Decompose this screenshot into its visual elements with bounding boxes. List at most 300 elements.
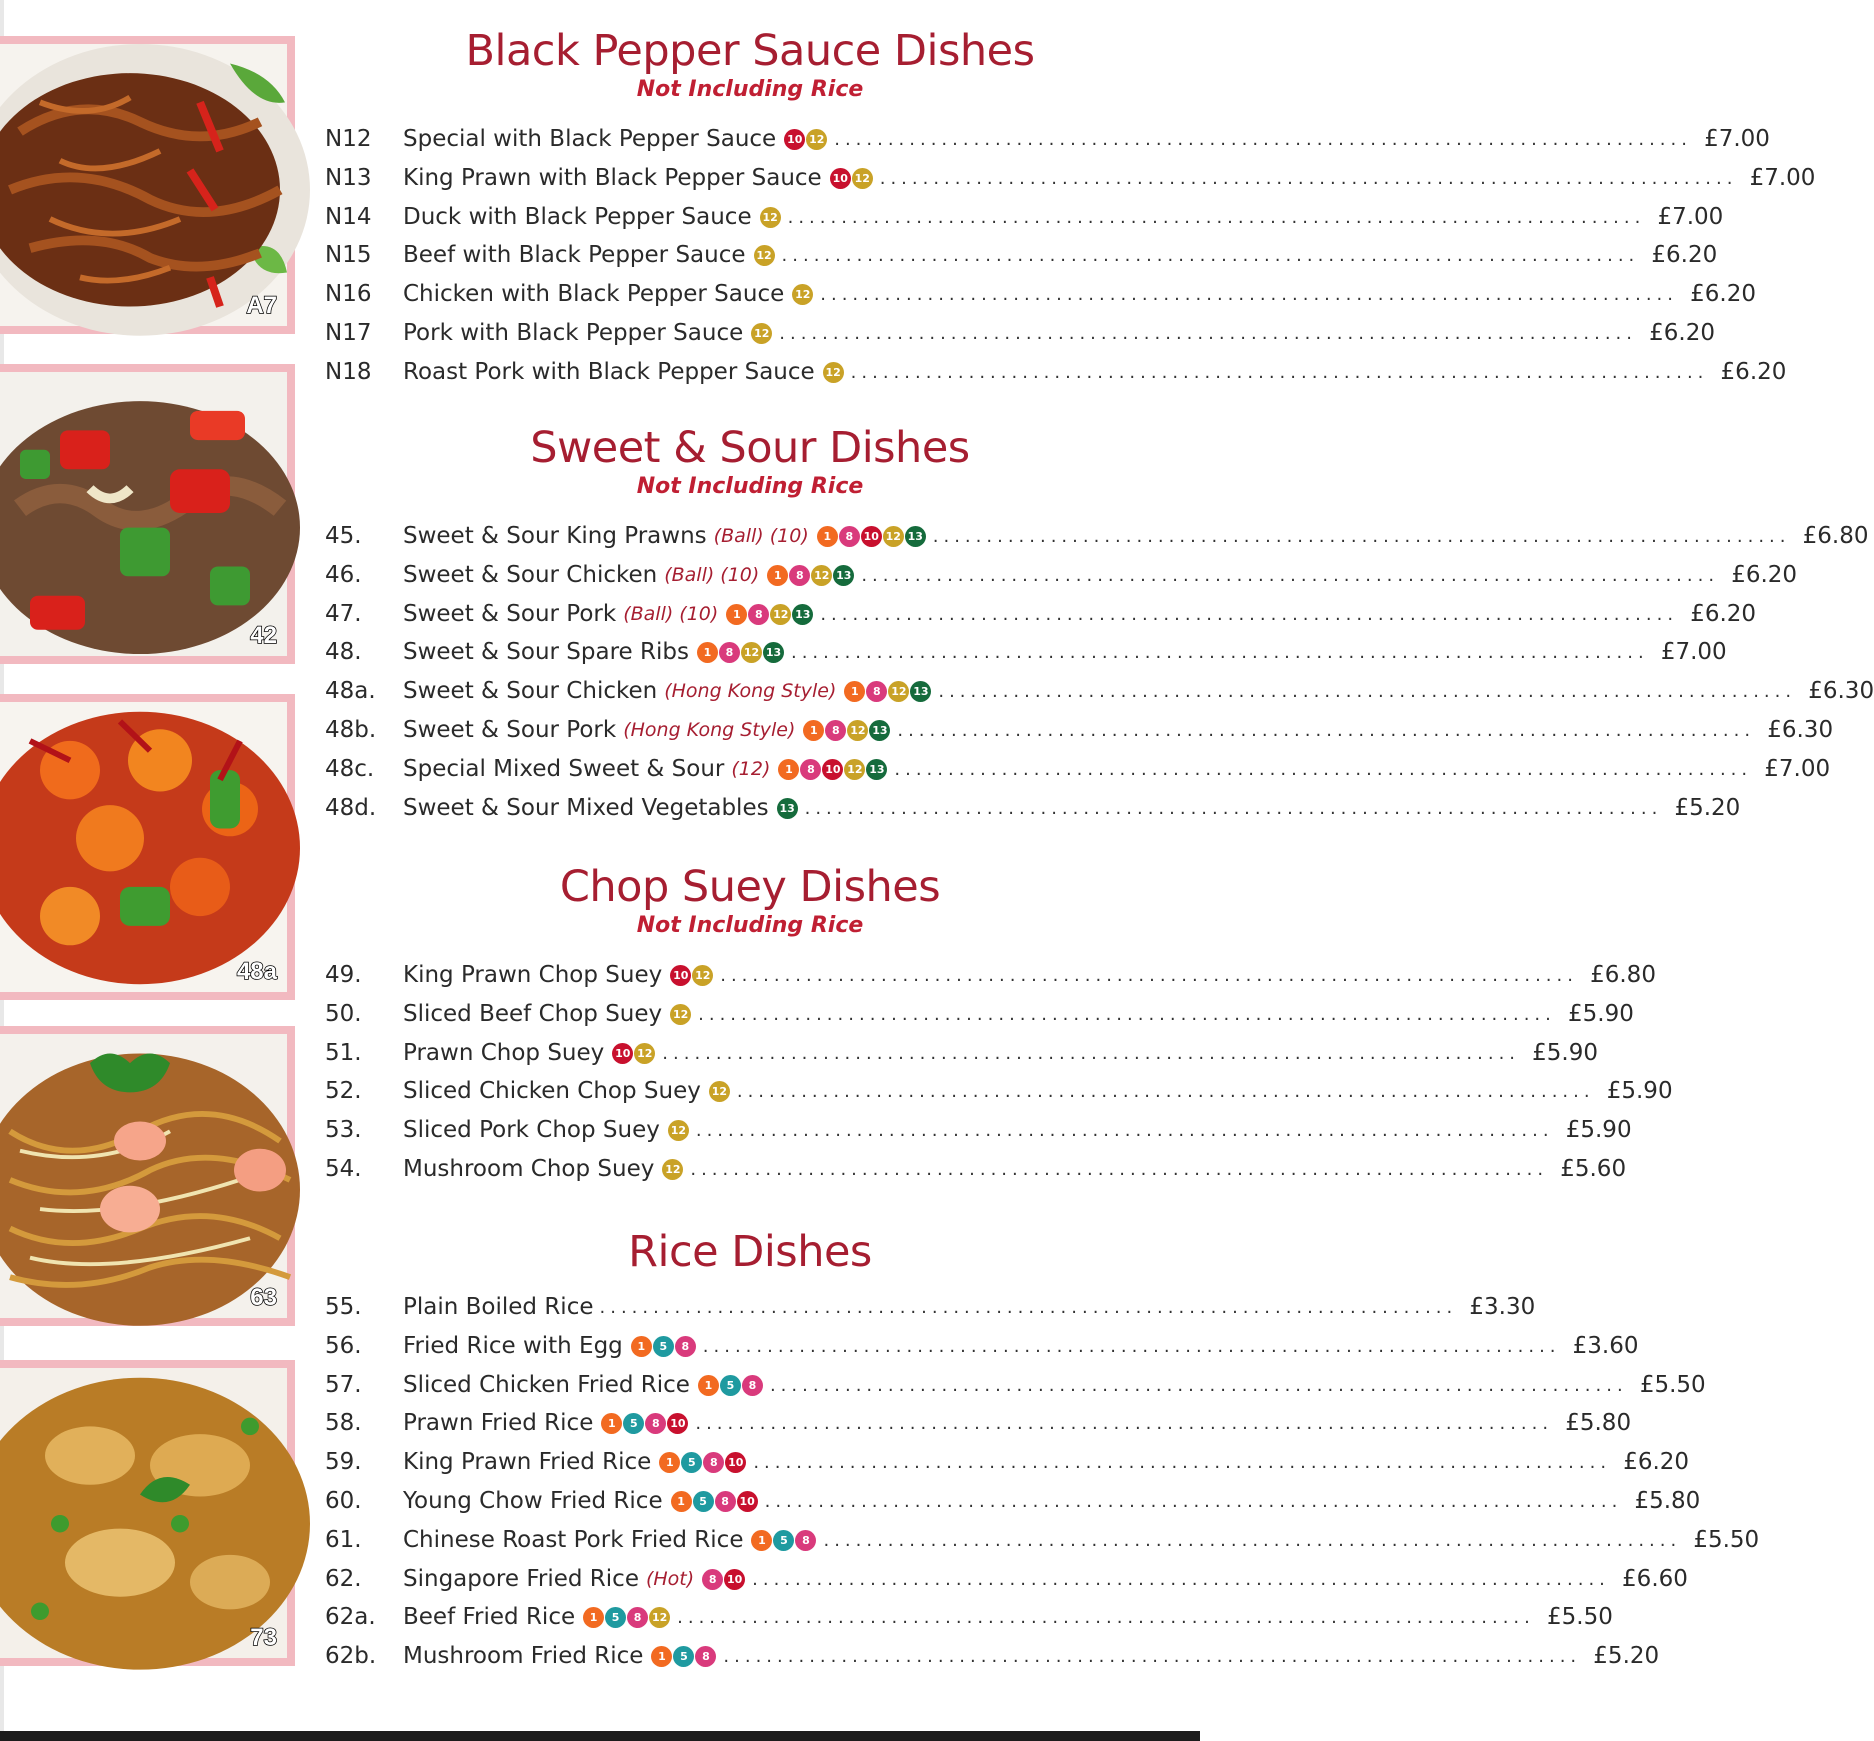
allergen-badge: 13 [869, 720, 890, 741]
page-bottom-edge [0, 1731, 1200, 1741]
allergen-badges [751, 323, 773, 344]
item-number: 60. [325, 1488, 362, 1514]
item-description [403, 1449, 1611, 1475]
dot-leader: ................................................................................ [769, 1374, 1628, 1396]
item-name: Sweet & Sour King Prawns [403, 523, 707, 549]
item-note: (Hong Kong Style) [664, 680, 837, 702]
section-title: Sweet & Sour Dishes [530, 423, 970, 473]
item-description [403, 1604, 1535, 1630]
allergen-badges [709, 1081, 731, 1102]
allergen-badge: 5 [681, 1452, 702, 1473]
dot-leader: ................................................................................ [879, 167, 1738, 189]
menu-item [325, 161, 1816, 195]
menu-item [325, 277, 1756, 311]
item-note: (Ball) (10) [713, 525, 809, 547]
menu-item [325, 1406, 1632, 1440]
item-description [403, 1566, 1610, 1592]
allergen-badge: 8 [645, 1413, 666, 1434]
menu-item [325, 1484, 1701, 1518]
allergen-badge: 5 [773, 1530, 794, 1551]
item-number: 57. [325, 1372, 362, 1398]
item-name: Beef with Black Pepper Sauce [403, 242, 746, 268]
allergen-badges [777, 798, 799, 819]
allergen-badge: 13 [905, 526, 926, 547]
allergen-badge: 12 [754, 245, 775, 266]
item-price: £6.20 [1731, 562, 1798, 588]
item-name: King Prawn with Black Pepper Sauce [403, 165, 822, 191]
item-description [403, 1156, 1548, 1182]
allergen-badge: 8 [695, 1646, 716, 1667]
dot-leader: ................................................................................ [764, 1490, 1623, 1512]
allergen-badge: 10 [612, 1043, 633, 1064]
item-name: Prawn Chop Suey [403, 1040, 605, 1066]
allergen-badges [702, 1569, 746, 1590]
allergen-badges [830, 168, 874, 189]
allergen-badges [670, 965, 714, 986]
section-chop-suey [325, 861, 1673, 1191]
menu-item [325, 1113, 1632, 1147]
allergen-badges [612, 1043, 656, 1064]
section-title: Black Pepper Sauce Dishes [465, 26, 1035, 76]
allergen-badge: 8 [839, 526, 860, 547]
item-number: 62b. [325, 1643, 377, 1669]
photo-code: 63 [250, 1284, 277, 1311]
item-number: 47. [325, 601, 362, 627]
allergen-badge: 8 [715, 1491, 736, 1512]
item-description [403, 242, 1639, 268]
menu-item [325, 558, 1798, 592]
item-name: Sweet & Sour Spare Ribs [403, 639, 689, 665]
item-description [403, 1294, 1457, 1320]
allergen-badges [817, 526, 927, 547]
menu-item [325, 752, 1831, 786]
allergen-badge: 1 [698, 1375, 719, 1396]
allergen-badges [778, 759, 888, 780]
item-price: £6.20 [1623, 1449, 1690, 1475]
allergen-badge: 12 [847, 720, 868, 741]
chicken-curry-image [0, 1368, 287, 1658]
allergen-badge: 8 [702, 1569, 723, 1590]
item-name: Sliced Chicken Fried Rice [403, 1372, 690, 1398]
dot-leader: ................................................................................ [752, 1568, 1610, 1590]
allergen-badges [670, 1004, 692, 1025]
item-description [403, 1527, 1681, 1553]
item-number: N12 [325, 126, 372, 152]
item-number: N15 [325, 242, 372, 268]
allergen-badge: 10 [861, 526, 882, 547]
section-sweet-sour [325, 422, 1874, 842]
photo-code: 48a [236, 958, 277, 985]
item-number: 61. [325, 1527, 362, 1553]
item-price: £6.20 [1690, 281, 1756, 307]
allergen-badge: 8 [866, 681, 887, 702]
item-number: 48c. [325, 756, 375, 782]
allergen-badge: 13 [792, 604, 813, 625]
dot-leader: ................................................................................ [753, 1451, 1612, 1473]
allergen-badge: 8 [789, 565, 810, 586]
item-name: Chicken with Black Pepper Sauce [403, 281, 785, 307]
item-name: Plain Boiled Rice [403, 1294, 594, 1320]
dot-leader: ................................................................................ [690, 1158, 1549, 1180]
item-number: 62. [325, 1566, 362, 1592]
allergen-badge: 8 [795, 1530, 816, 1551]
allergen-badges [844, 681, 932, 702]
menu-item [325, 1036, 1599, 1070]
allergen-badges [601, 1413, 689, 1434]
allergen-badge: 1 [583, 1607, 604, 1628]
item-price: £5.80 [1634, 1488, 1701, 1514]
menu-item [325, 122, 1770, 156]
item-price: £6.20 [1649, 320, 1715, 346]
allergen-badge: 1 [767, 565, 788, 586]
allergen-badges [792, 284, 814, 305]
dot-leader: ................................................................................ [662, 1042, 1521, 1064]
allergen-badge: 5 [653, 1336, 674, 1357]
item-name: Sweet & Sour Mixed Vegetables [403, 795, 769, 821]
item-number: N14 [325, 204, 372, 230]
item-description [403, 1117, 1554, 1143]
menu-item [325, 519, 1869, 553]
item-price: £7.00 [1660, 639, 1727, 665]
item-price: £7.00 [1704, 126, 1770, 152]
allergen-badges [697, 642, 785, 663]
item-number: 48d. [325, 795, 377, 821]
item-name: Chinese Roast Pork Fried Rice [403, 1527, 744, 1553]
item-price: £6.30 [1767, 717, 1834, 743]
dot-leader: ................................................................................ [820, 283, 1678, 305]
menu-item [325, 713, 1834, 747]
menu-item [325, 1639, 1660, 1673]
item-name: Singapore Fried Rice [403, 1566, 639, 1592]
item-description [403, 962, 1578, 988]
item-price: £6.80 [1802, 523, 1869, 549]
photo-code: 73 [250, 1624, 277, 1651]
allergen-badge: 12 [760, 207, 781, 228]
item-number: 45. [325, 523, 362, 549]
item-price: £5.90 [1565, 1117, 1632, 1143]
item-price: £5.90 [1532, 1040, 1599, 1066]
dot-leader: ................................................................................ [823, 1529, 1682, 1551]
item-description [403, 1643, 1581, 1669]
section-black-pepper [325, 25, 1816, 395]
dot-leader: ................................................................................ [820, 603, 1679, 625]
menu-item [325, 1329, 1639, 1363]
dot-leader: ................................................................................ [861, 564, 1720, 586]
menu-item [325, 997, 1634, 1031]
menu-item [325, 1600, 1613, 1634]
allergen-badge: 13 [833, 565, 854, 586]
dot-leader: ................................................................................ [695, 1119, 1554, 1141]
prawn-noodles-image [0, 1034, 287, 1318]
menu-item [325, 355, 1787, 389]
allergen-badge: 8 [627, 1607, 648, 1628]
allergen-badge: 12 [792, 284, 813, 305]
item-description [403, 639, 1649, 665]
allergen-badge: 13 [777, 798, 798, 819]
item-description [403, 359, 1708, 385]
item-name: Sliced Chicken Chop Suey [403, 1078, 701, 1104]
item-description [403, 795, 1662, 821]
allergen-badge: 12 [668, 1120, 689, 1141]
allergen-badge: 1 [601, 1413, 622, 1434]
item-number: N16 [325, 281, 372, 307]
dot-leader: ................................................................................ [695, 1412, 1554, 1434]
allergen-badge: 12 [649, 1607, 670, 1628]
menu-item [325, 1074, 1673, 1108]
dish-photo-prawn-noodles [0, 1026, 295, 1326]
allergen-badge: 5 [673, 1646, 694, 1667]
allergen-badge: 12 [662, 1159, 683, 1180]
allergen-badges [726, 604, 814, 625]
allergen-badge: 12 [634, 1043, 655, 1064]
allergen-badge: 1 [631, 1336, 652, 1357]
allergen-badge: 12 [709, 1081, 730, 1102]
dot-leader: ................................................................................ [897, 719, 1756, 741]
sweet-sour-chicken-image [0, 702, 287, 992]
item-description [403, 678, 1796, 704]
allergen-badge: 8 [742, 1375, 763, 1396]
item-description [403, 281, 1678, 307]
item-note: (Ball) (10) [664, 564, 760, 586]
allergen-badge: 10 [725, 1452, 746, 1473]
dot-leader: ................................................................................ [894, 758, 1753, 780]
item-name: Sweet & Sour Pork [403, 601, 617, 627]
item-description [403, 165, 1737, 191]
allergen-badge: 8 [748, 604, 769, 625]
item-price: £5.50 [1693, 1527, 1760, 1553]
item-name: Sliced Pork Chop Suey [403, 1117, 660, 1143]
allergen-badge: 1 [651, 1646, 672, 1667]
allergen-badges [583, 1607, 671, 1628]
menu-item [325, 1368, 1706, 1402]
item-number: 62a. [325, 1604, 376, 1630]
item-description [403, 756, 1752, 782]
dot-leader: ................................................................................ [804, 797, 1663, 819]
section-title: Rice Dishes [628, 1227, 872, 1277]
allergen-badge: 10 [667, 1413, 688, 1434]
menu-item [325, 1152, 1627, 1186]
allergen-badge: 12 [770, 604, 791, 625]
item-note: (Hong Kong Style) [623, 719, 796, 741]
beef-strips-image [0, 44, 287, 326]
item-name: Sliced Beef Chop Suey [403, 1001, 663, 1027]
allergen-badge: 8 [719, 642, 740, 663]
allergen-badge: 5 [605, 1607, 626, 1628]
allergen-badge: 13 [910, 681, 931, 702]
allergen-badges [784, 129, 828, 150]
dot-leader: ................................................................................ [932, 525, 1791, 547]
dish-photo-beef-strips [0, 36, 295, 334]
allergen-badges [698, 1375, 764, 1396]
allergen-badge: 12 [852, 168, 873, 189]
item-name: Mushroom Fried Rice [403, 1643, 644, 1669]
dot-leader: ................................................................................ [938, 680, 1797, 702]
item-number: N17 [325, 320, 372, 346]
item-name: Roast Pork with Black Pepper Sauce [403, 359, 815, 385]
menu-item [325, 1290, 1536, 1324]
item-price: £5.50 [1547, 1604, 1613, 1630]
allergen-badges [803, 720, 891, 741]
dot-leader: ................................................................................ [599, 1296, 1458, 1318]
item-price: £5.20 [1593, 1643, 1660, 1669]
item-number: 56. [325, 1333, 362, 1359]
menu-item [325, 316, 1715, 350]
item-number: 53. [325, 1117, 362, 1143]
item-number: N18 [325, 359, 372, 385]
item-name: Prawn Fried Rice [403, 1410, 594, 1436]
item-name: King Prawn Chop Suey [403, 962, 663, 988]
item-number: 55. [325, 1294, 362, 1320]
item-description [403, 1333, 1561, 1359]
allergen-badge: 12 [692, 965, 713, 986]
dot-leader: ................................................................................ [720, 964, 1578, 986]
allergen-badge: 12 [888, 681, 909, 702]
item-number: 48. [325, 639, 362, 665]
allergen-badges [760, 207, 782, 228]
photo-code: A7 [246, 292, 277, 319]
allergen-badge: 5 [720, 1375, 741, 1396]
item-price: £6.20 [1651, 242, 1718, 268]
allergen-badge: 1 [697, 642, 718, 663]
allergen-badge: 8 [703, 1452, 724, 1473]
allergen-badges [671, 1491, 759, 1512]
allergen-badge: 12 [811, 565, 832, 586]
allergen-badge: 13 [866, 759, 887, 780]
item-price: £5.20 [1674, 795, 1741, 821]
allergen-badges [754, 245, 776, 266]
allergen-badge: 10 [670, 965, 691, 986]
item-name: Young Chow Fried Rice [403, 1488, 663, 1514]
item-name: Special with Black Pepper Sauce [403, 126, 777, 152]
item-number: N13 [325, 165, 372, 191]
item-description [403, 320, 1637, 346]
menu-item [325, 791, 1741, 825]
allergen-badge: 10 [737, 1491, 758, 1512]
item-description [403, 562, 1719, 588]
allergen-badge: 1 [803, 720, 824, 741]
dot-leader: ................................................................................ [723, 1645, 1582, 1667]
item-number: 48b. [325, 717, 377, 743]
menu-item [325, 1445, 1690, 1479]
dot-leader: ................................................................................ [736, 1080, 1595, 1102]
allergen-badges [631, 1336, 697, 1357]
dot-leader: ................................................................................ [834, 128, 1692, 150]
dot-leader: ................................................................................ [790, 641, 1649, 663]
item-price: £5.50 [1639, 1372, 1706, 1398]
allergen-badge: 10 [830, 168, 851, 189]
allergen-badge: 12 [823, 362, 844, 383]
allergen-badges [751, 1530, 817, 1551]
allergen-badges [662, 1159, 684, 1180]
item-price: £5.80 [1565, 1410, 1632, 1436]
item-name: Beef Fried Rice [403, 1604, 576, 1630]
item-price: £5.90 [1606, 1078, 1673, 1104]
allergen-badge: 12 [741, 642, 762, 663]
allergen-badge: 1 [659, 1452, 680, 1473]
beef-peppers-image [0, 372, 287, 656]
allergen-badges [668, 1120, 690, 1141]
item-note: (12) [731, 758, 771, 780]
allergen-badge: 1 [778, 759, 799, 780]
item-price: £7.00 [1764, 756, 1831, 782]
item-name: Sweet & Sour Chicken [403, 562, 658, 588]
item-name: Sweet & Sour Pork [403, 717, 617, 743]
item-number: 52. [325, 1078, 362, 1104]
item-description [403, 1488, 1622, 1514]
item-price: £3.30 [1469, 1294, 1536, 1320]
item-note: (Ball) (10) [623, 603, 719, 625]
allergen-badge: 5 [623, 1413, 644, 1434]
allergen-badge: 10 [784, 129, 805, 150]
allergen-badge: 1 [751, 1530, 772, 1551]
allergen-badge: 8 [675, 1336, 696, 1357]
menu-item [325, 1562, 1688, 1596]
item-description [403, 1040, 1520, 1066]
allergen-badge: 8 [825, 720, 846, 741]
item-description [403, 1001, 1556, 1027]
allergen-badge: 1 [844, 681, 865, 702]
item-price: £6.20 [1720, 359, 1787, 385]
allergen-badge: 12 [883, 526, 904, 547]
item-number: 50. [325, 1001, 362, 1027]
item-number: 58. [325, 1410, 362, 1436]
item-name: Fried Rice with Egg [403, 1333, 623, 1359]
allergen-badge: 10 [724, 1569, 745, 1590]
item-description [403, 601, 1678, 627]
menu-item [325, 238, 1718, 272]
item-description [403, 717, 1755, 743]
item-name: Pork with Black Pepper Sauce [403, 320, 744, 346]
allergen-badges [823, 362, 845, 383]
menu-item [325, 958, 1656, 992]
item-number: 54. [325, 1156, 362, 1182]
item-name: Special Mixed Sweet & Sour [403, 756, 725, 782]
allergen-badge: 12 [751, 323, 772, 344]
section-subtitle: Not Including Rice [636, 474, 864, 499]
item-name: Mushroom Chop Suey [403, 1156, 655, 1182]
allergen-badge: 12 [670, 1004, 691, 1025]
allergen-badges [659, 1452, 747, 1473]
dish-photo-sweet-sour-chicken [0, 694, 295, 1000]
section-subtitle: Not Including Rice [636, 77, 864, 102]
item-number: 48a. [325, 678, 376, 704]
item-description [403, 204, 1645, 230]
item-description [403, 1410, 1553, 1436]
item-number: 49. [325, 962, 362, 988]
dot-leader: ................................................................................ [787, 206, 1646, 228]
menu-item [325, 635, 1727, 669]
section-rice [325, 1226, 1760, 1726]
allergen-badges [651, 1646, 717, 1667]
menu-item [325, 597, 1757, 631]
item-price: £5.90 [1568, 1001, 1634, 1027]
dot-leader: ................................................................................ [677, 1606, 1535, 1628]
item-description [403, 126, 1692, 152]
item-price: £5.60 [1560, 1156, 1627, 1182]
dot-leader: ................................................................................ [850, 361, 1709, 383]
item-price: £6.20 [1690, 601, 1757, 627]
allergen-badge: 1 [726, 604, 747, 625]
item-note: (Hot) [645, 1568, 695, 1590]
item-number: 46. [325, 562, 362, 588]
item-name: Sweet & Sour Chicken [403, 678, 658, 704]
allergen-badge: 10 [822, 759, 843, 780]
menu-item [325, 674, 1874, 708]
section-title: Chop Suey Dishes [559, 862, 941, 912]
allergen-badge: 1 [671, 1491, 692, 1512]
allergen-badge: 12 [844, 759, 865, 780]
item-name: Duck with Black Pepper Sauce [403, 204, 752, 230]
